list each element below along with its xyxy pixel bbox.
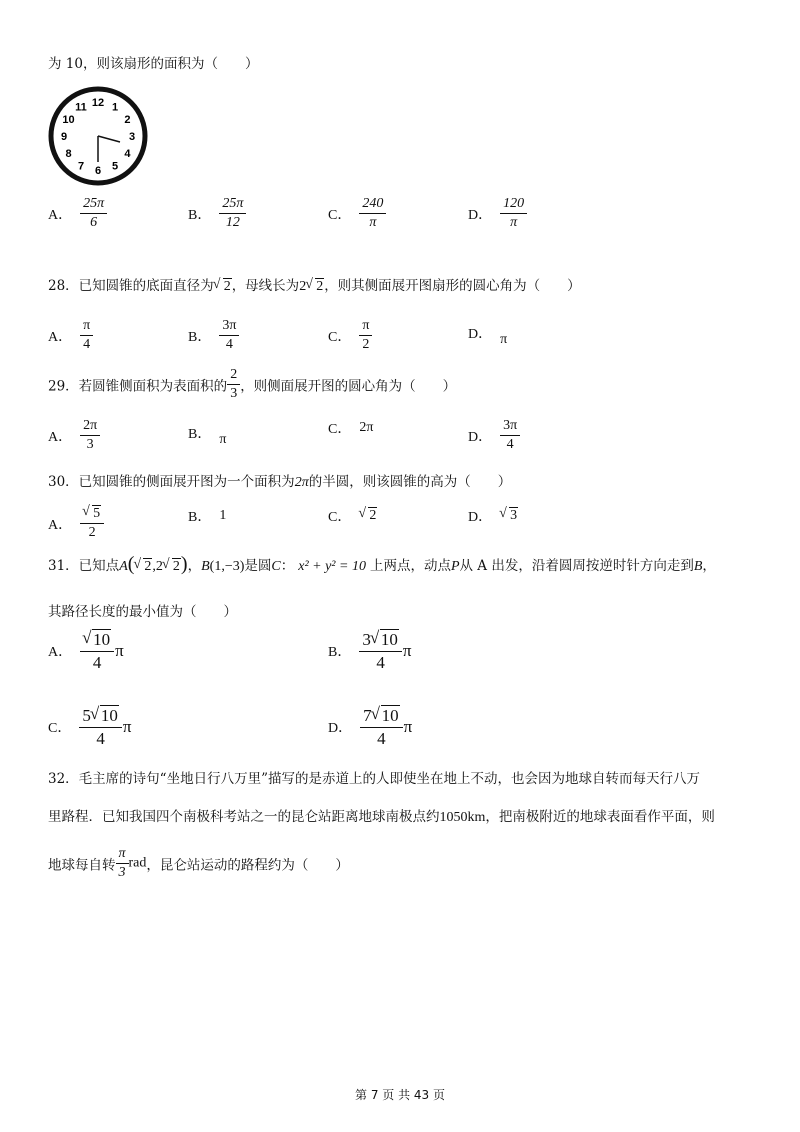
pi-symbol: π xyxy=(115,641,124,661)
option-q30-0[interactable] xyxy=(48,506,104,541)
option-q28-0[interactable] xyxy=(48,318,93,353)
option-q27-3[interactable] xyxy=(468,196,527,231)
option-label: C． xyxy=(328,510,352,525)
option-label: D． xyxy=(468,429,493,445)
q31-stem-line2: 其路径长度的最小值为（ ） xyxy=(48,604,237,620)
q32-line1: 32．毛主席的诗句“坐地日行八万里”描写的是赤道上的人即使坐在地上不动，也会因为地球自转而每天行八万 xyxy=(48,771,700,787)
q31-stem: 31．已知点A(√ 2,2√ 2)，B(1,−3)是圆C： x² + y² = 10 上两点，动点P从 A 出发，沿着圆周按逆时针方向走到B， xyxy=(48,553,716,576)
option-label: B． xyxy=(188,329,212,345)
option-label: C． xyxy=(328,329,352,345)
q32-fraction: $\frac{\pi}{3}$ xyxy=(116,846,129,881)
option-fraction: √ $\frac{10}{4}$ xyxy=(80,630,114,672)
option-label: A． xyxy=(48,207,73,223)
option-q28-3[interactable] xyxy=(468,318,507,348)
option-q31-3[interactable] xyxy=(328,706,412,748)
option-value: π xyxy=(500,332,508,347)
option-label: D． xyxy=(328,721,353,737)
option-q28-2[interactable] xyxy=(328,318,372,353)
option-fraction: $\frac{25\pi}{6}$ xyxy=(80,196,107,231)
option-label: D． xyxy=(468,510,493,525)
option-q29-2[interactable] xyxy=(328,418,373,438)
q29-fraction: $\frac{2}{3}$ xyxy=(227,367,240,402)
option-q29-0[interactable] xyxy=(48,418,100,453)
option-fraction: $\frac{3\pi}{4}$ xyxy=(500,418,520,453)
option-fraction: $\frac{120}{\pi}$ xyxy=(500,196,527,231)
option-label: A． xyxy=(48,517,73,533)
pi-symbol: π xyxy=(122,717,132,737)
option-label: B． xyxy=(188,510,212,525)
clock-number: 12 xyxy=(91,97,105,109)
option-q27-0[interactable] xyxy=(48,196,107,231)
option-fraction: $\frac{240}{\pi}$ xyxy=(359,196,386,231)
clock-number: 11 xyxy=(75,101,87,114)
option-q30-2[interactable] xyxy=(328,506,377,526)
q28-stem: 28．已知圆锥的底面直径为√ 2，母线长为2√ 2，则其侧面展开图扇形的圆心角为（ ） xyxy=(48,274,581,295)
option-fraction: $\frac{\pi}{2}$ xyxy=(359,318,372,353)
question-intro-text: 为 10，则该扇形的面积为（ ） xyxy=(48,56,259,72)
clock-number: 2 xyxy=(124,114,131,126)
clock-number: 5 xyxy=(111,160,119,173)
clock-number: 7 xyxy=(77,160,85,173)
option-label: D． xyxy=(468,207,493,223)
q32-line3: 地球每自转 $\frac{\pi}{3}$ rad，昆仑站运动的路程约为（ ） xyxy=(48,846,349,881)
option-value: √ 3 xyxy=(500,508,518,524)
option-fraction: $\frac{25\pi}{12}$ xyxy=(219,196,246,231)
option-value: 2π xyxy=(359,420,374,435)
page-footer: 第 7 页 共 43 页 xyxy=(355,1088,445,1102)
option-q30-3[interactable] xyxy=(468,506,518,526)
option-q29-1[interactable] xyxy=(188,418,226,448)
option-q29-3[interactable] xyxy=(468,418,520,453)
option-fraction: $\frac{5√ 10}{4}$ xyxy=(79,706,122,748)
option-label: A． xyxy=(48,329,73,345)
option-label: B． xyxy=(188,427,212,442)
option-label: A． xyxy=(48,429,73,445)
option-q28-1[interactable] xyxy=(188,318,239,353)
q30-stem: 30．已知圆锥的侧面展开图为一个面积为2π的半圆，则该圆锥的高为（ ） xyxy=(48,474,512,490)
option-q27-1[interactable] xyxy=(188,196,246,231)
option-value: 1 xyxy=(219,508,227,523)
clock-number: 6 xyxy=(94,165,102,177)
option-label: C． xyxy=(328,422,352,437)
option-q31-0[interactable] xyxy=(48,630,124,672)
option-q30-1[interactable] xyxy=(188,506,226,526)
option-q31-1[interactable] xyxy=(328,630,411,672)
option-label: A． xyxy=(48,645,73,661)
pi-symbol: π xyxy=(402,641,412,661)
option-label: C． xyxy=(328,207,352,223)
option-label: D． xyxy=(468,327,493,342)
clock-number: 10 xyxy=(62,114,75,126)
clock-figure xyxy=(46,84,150,188)
option-value: π xyxy=(219,432,227,447)
option-q31-2[interactable] xyxy=(48,706,131,748)
clock-number: 3 xyxy=(128,131,136,143)
option-fraction: $\frac{2\pi}{3}$ xyxy=(80,418,100,453)
option-fraction: $\frac{7√ 10}{4}$ xyxy=(360,706,403,748)
option-q27-2[interactable] xyxy=(328,196,386,231)
clock-number: 4 xyxy=(124,148,131,160)
clock-number: 1 xyxy=(111,101,119,114)
option-fraction: $\frac{3\pi}{4}$ xyxy=(219,318,239,353)
option-label: B． xyxy=(328,645,352,661)
q29-stem: 29．若圆锥侧面积为表面积的 $\frac{2}{3}$ ，则侧面展开图的圆心角为（ ） xyxy=(48,367,457,402)
option-value: √ 2 xyxy=(359,508,377,524)
option-fraction: √ $\frac{5}{2}$ xyxy=(80,506,104,541)
option-label: C． xyxy=(48,721,72,737)
clock-number: 9 xyxy=(60,131,68,143)
clock-number: 8 xyxy=(65,148,72,160)
pi-symbol: π xyxy=(403,717,413,737)
option-fraction: $\frac{\pi}{4}$ xyxy=(80,318,93,353)
option-fraction: $\frac{3√ 10}{4}$ xyxy=(359,630,402,672)
option-label: B． xyxy=(188,207,212,223)
q32-line2: 里路程．已知我国四个南极科考站之一的昆仑站距离地球南极点约1050km，把南极附近的地球表面看作平面，则 xyxy=(48,809,715,825)
